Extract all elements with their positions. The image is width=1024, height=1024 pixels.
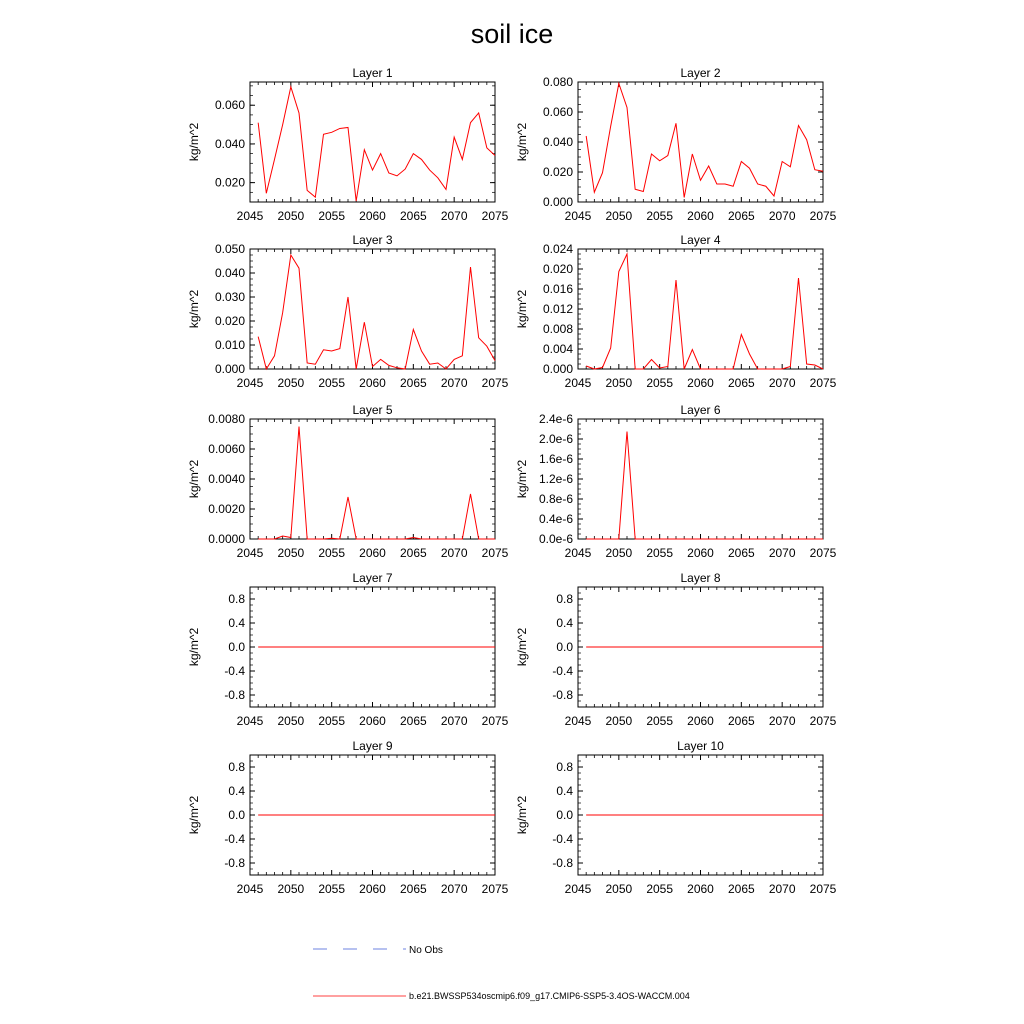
x-tick-label: 2075: [481, 546, 509, 560]
x-tick-label: 2055: [646, 209, 674, 223]
x-tick-label: 2050: [605, 209, 633, 223]
x-tick-label: 2060: [687, 714, 714, 728]
y-tick-label: 0.4: [556, 784, 573, 798]
panel-layer-8: [515, 571, 837, 728]
y-tick-label: 0.0000: [208, 532, 245, 546]
y-tick-label: 0.050: [214, 242, 245, 256]
y-tick-label: 1.6e-6: [538, 452, 573, 466]
x-tick-label: 2055: [646, 376, 674, 390]
panel-layer-3: [187, 233, 509, 390]
panel-title: Layer 3: [352, 233, 393, 247]
x-tick-label: 2060: [359, 209, 386, 223]
y-tick-label: 0.0e-6: [538, 532, 573, 546]
x-tick-label: 2050: [277, 546, 305, 560]
x-tick-label: 2050: [605, 714, 633, 728]
y-tick-label: 0.8: [228, 760, 245, 774]
x-tick-label: 2060: [687, 209, 714, 223]
panel-layer-6: [515, 403, 837, 560]
x-tick-label: 2070: [768, 376, 796, 390]
y-tick-label: 0.000: [214, 362, 245, 376]
y-tick-label: 0.4e-6: [538, 512, 573, 526]
x-tick-label: 2065: [399, 546, 427, 560]
x-tick-label: 2070: [768, 714, 796, 728]
panel-layer-10: [515, 739, 837, 896]
y-tick-label: 0.040: [214, 136, 245, 151]
y-tick-label: -0.4: [224, 832, 245, 846]
figure-title: soil ice: [470, 19, 554, 49]
y-tick-label: 1.2e-6: [538, 472, 573, 486]
series-line: [258, 427, 495, 540]
y-tick-label: -0.8: [224, 856, 245, 870]
y-axis-label: kg/m^2: [515, 795, 529, 835]
x-tick-label: 2060: [359, 546, 386, 560]
y-tick-label: 0.008: [542, 322, 573, 336]
y-tick-label: 0.040: [214, 266, 245, 280]
x-tick-label: 2045: [564, 714, 592, 728]
y-tick-label: 0.060: [214, 98, 245, 113]
y-tick-label: 0.8: [556, 760, 573, 774]
x-tick-label: 2070: [768, 546, 796, 560]
x-tick-label: 2055: [318, 376, 346, 390]
x-tick-label: 2045: [236, 714, 264, 728]
x-tick-label: 2070: [768, 209, 796, 223]
y-tick-label: 0.040: [542, 135, 573, 149]
panel-layer-7: [187, 571, 509, 728]
y-axis-label: kg/m^2: [187, 627, 201, 667]
x-tick-label: 2070: [440, 209, 468, 223]
y-tick-label: -0.4: [224, 664, 245, 678]
y-tick-label: 0.0: [228, 640, 245, 654]
series-line: [258, 255, 495, 369]
y-tick-label: 0.4: [228, 784, 245, 798]
x-tick-label: 2045: [236, 209, 264, 223]
x-tick-label: 2045: [236, 546, 264, 560]
y-tick-label: -0.8: [552, 688, 573, 702]
x-tick-label: 2050: [277, 882, 305, 896]
x-tick-label: 2065: [399, 882, 427, 896]
panel-title: Layer 6: [680, 403, 721, 417]
x-tick-label: 2055: [646, 546, 674, 560]
x-tick-label: 2045: [564, 882, 592, 896]
y-tick-label: 0.4: [556, 616, 573, 630]
x-tick-label: 2060: [687, 546, 714, 560]
y-tick-label: -0.8: [552, 856, 573, 870]
y-tick-label: 0.0080: [208, 412, 245, 426]
x-tick-label: 2055: [318, 546, 346, 560]
y-axis-label: kg/m^2: [515, 289, 529, 329]
panel-title: Layer 8: [680, 571, 721, 585]
panel-title: Layer 1: [352, 66, 393, 80]
y-tick-label: 0.020: [214, 314, 245, 328]
y-tick-label: 0.012: [542, 302, 573, 316]
x-tick-label: 2075: [481, 714, 509, 728]
y-tick-label: 0.0: [556, 808, 573, 822]
x-tick-label: 2065: [399, 209, 427, 223]
series-line: [586, 432, 823, 540]
series-line: [586, 84, 823, 198]
panel-layer-2: [515, 66, 837, 223]
x-tick-label: 2055: [318, 882, 346, 896]
panel-layer-4: [515, 233, 837, 390]
y-axis-label: kg/m^2: [515, 459, 529, 499]
y-axis-label: kg/m^2: [515, 122, 529, 162]
panel-layer-9: [187, 739, 509, 896]
y-tick-label: 0.8e-6: [538, 492, 573, 506]
y-tick-label: 0.004: [542, 342, 573, 356]
x-tick-label: 2060: [687, 376, 714, 390]
x-tick-label: 2065: [727, 546, 755, 560]
y-tick-label: -0.4: [552, 664, 573, 678]
y-tick-label: 0.030: [214, 290, 245, 304]
y-tick-label: 0.020: [214, 175, 245, 190]
y-tick-label: 0.8: [228, 592, 245, 606]
x-tick-label: 2050: [277, 376, 305, 390]
x-tick-label: 2070: [768, 882, 796, 896]
x-tick-label: 2070: [440, 882, 468, 896]
y-tick-label: 0.024: [542, 242, 573, 256]
panel-grid: [187, 66, 837, 896]
x-tick-label: 2060: [687, 882, 714, 896]
y-tick-label: -0.8: [224, 688, 245, 702]
plot-frame: [578, 419, 823, 539]
x-tick-label: 2050: [277, 209, 305, 223]
x-tick-label: 2075: [481, 882, 509, 896]
x-tick-label: 2060: [359, 714, 386, 728]
x-tick-label: 2060: [359, 882, 386, 896]
y-tick-label: 0.010: [214, 338, 245, 352]
y-tick-label: 0.0: [556, 640, 573, 654]
x-tick-label: 2075: [481, 209, 509, 223]
y-tick-label: 0.4: [228, 616, 245, 630]
y-tick-label: 2.0e-6: [538, 432, 573, 446]
y-tick-label: 0.0060: [208, 442, 245, 456]
y-tick-label: 0.016: [542, 282, 573, 296]
x-tick-label: 2045: [236, 882, 264, 896]
plot-frame: [250, 249, 495, 369]
legend-model-label: b.e21.BWSSP534oscmip6.f09_g17.CMIP6-SSP5-3.4OS-WACCM.004: [409, 991, 690, 1001]
x-tick-label: 2070: [440, 714, 468, 728]
x-tick-label: 2075: [809, 376, 837, 390]
x-tick-label: 2065: [399, 714, 427, 728]
x-tick-label: 2065: [727, 209, 755, 223]
panel-layer-5: [187, 403, 509, 560]
y-tick-label: 0.060: [542, 105, 573, 119]
x-tick-label: 2045: [564, 209, 592, 223]
x-tick-label: 2050: [605, 546, 633, 560]
panel-title: Layer 5: [352, 403, 393, 417]
legend-obs-label: No Obs: [409, 945, 443, 956]
plot-frame: [578, 82, 823, 202]
x-tick-label: 2070: [440, 546, 468, 560]
panel-title: Layer 7: [352, 571, 393, 585]
x-tick-label: 2065: [399, 376, 427, 390]
panel-title: Layer 4: [680, 233, 721, 247]
y-tick-label: -0.4: [552, 832, 573, 846]
x-tick-label: 2075: [809, 882, 837, 896]
y-tick-label: 0.0040: [208, 472, 245, 486]
y-tick-label: 0.020: [542, 262, 573, 276]
x-tick-label: 2050: [277, 714, 305, 728]
y-tick-label: 2.4e-6: [538, 412, 573, 426]
legend: [313, 945, 690, 1001]
x-tick-label: 2055: [646, 714, 674, 728]
panel-title: Layer 2: [680, 66, 721, 80]
y-tick-label: 0.8: [556, 592, 573, 606]
x-tick-label: 2055: [646, 882, 674, 896]
x-tick-label: 2050: [605, 376, 633, 390]
y-axis-label: kg/m^2: [515, 627, 529, 667]
x-tick-label: 2075: [809, 546, 837, 560]
y-tick-label: 0.020: [542, 165, 573, 179]
y-tick-label: 0.0: [228, 808, 245, 822]
y-tick-label: 0.0020: [208, 502, 245, 516]
x-tick-label: 2050: [605, 882, 633, 896]
panel-title: Layer 10: [677, 739, 724, 753]
y-axis-label: kg/m^2: [187, 122, 201, 162]
y-axis-label: kg/m^2: [187, 459, 201, 499]
y-axis-label: kg/m^2: [187, 289, 201, 329]
series-line: [258, 87, 495, 201]
x-tick-label: 2075: [481, 376, 509, 390]
x-tick-label: 2065: [727, 376, 755, 390]
x-tick-label: 2055: [318, 714, 346, 728]
x-tick-label: 2045: [236, 376, 264, 390]
x-tick-label: 2065: [727, 882, 755, 896]
panel-title: Layer 9: [352, 739, 393, 753]
panel-layer-1: [187, 66, 509, 223]
x-tick-label: 2045: [564, 376, 592, 390]
x-tick-label: 2045: [564, 546, 592, 560]
y-tick-label: 0.000: [542, 195, 573, 209]
y-axis-label: kg/m^2: [187, 795, 201, 835]
x-tick-label: 2070: [440, 376, 468, 390]
x-tick-label: 2075: [809, 714, 837, 728]
plot-frame: [250, 82, 495, 202]
x-tick-label: 2060: [359, 376, 386, 390]
x-tick-label: 2075: [809, 209, 837, 223]
series-line: [586, 254, 823, 369]
x-tick-label: 2065: [727, 714, 755, 728]
plot-frame: [250, 419, 495, 539]
x-tick-label: 2055: [318, 209, 346, 223]
y-tick-label: 0.000: [542, 362, 573, 376]
y-tick-label: 0.080: [542, 75, 573, 89]
